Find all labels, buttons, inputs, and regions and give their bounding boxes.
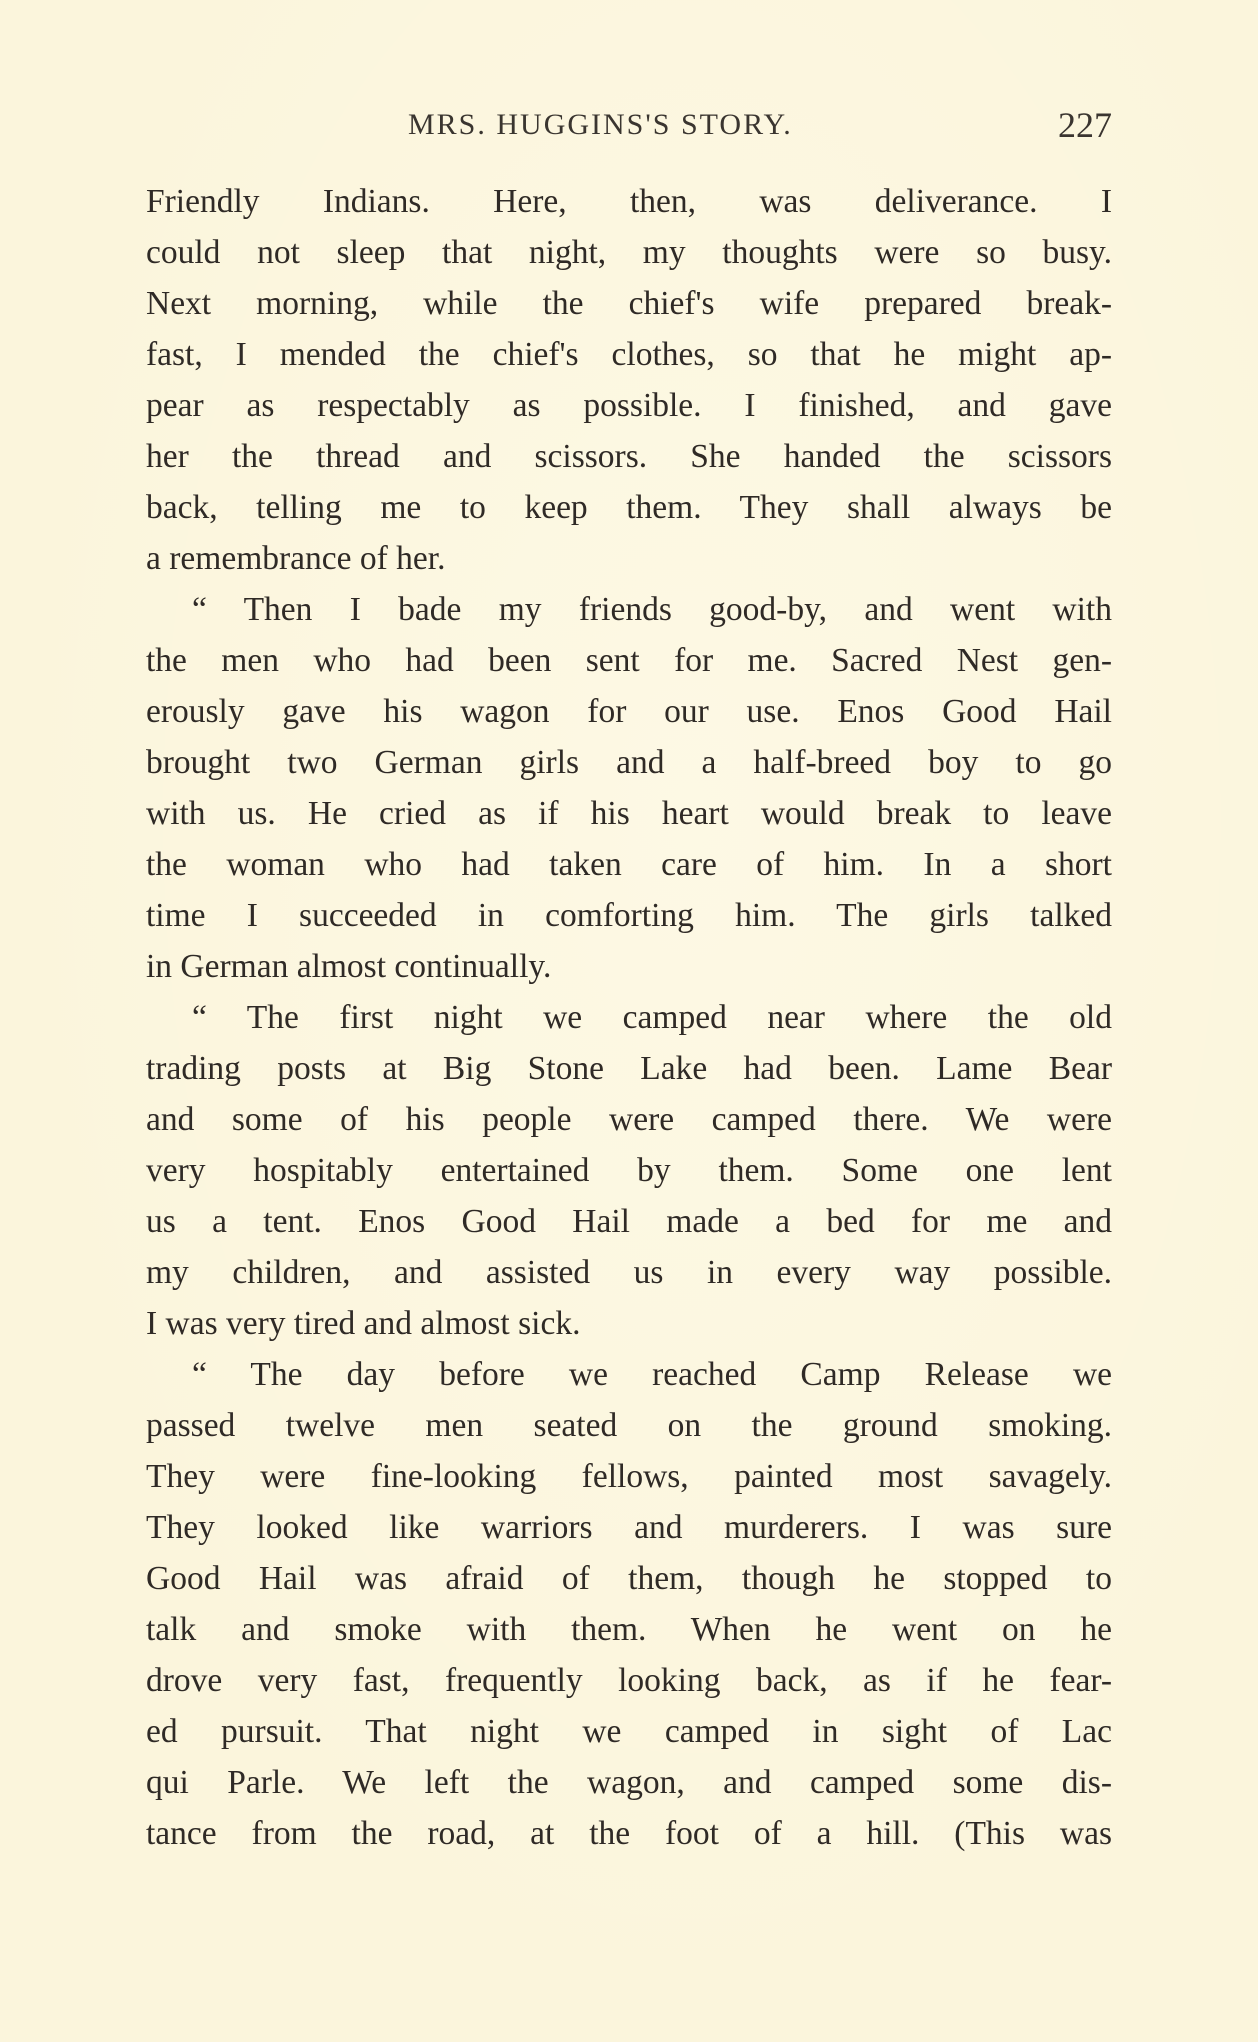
text-line: ed pursuit. That night we camped in sight of Lac xyxy=(146,1713,1112,1750)
text-line: qui Parle. We left the wagon, and camped some dis- xyxy=(146,1764,1112,1801)
text-line: brought two German girls and a half-breed boy to go xyxy=(146,744,1112,781)
text-line: and some of his people were camped there. We were xyxy=(146,1101,1112,1138)
text-line: time I succeeded in comforting him. The girls talked xyxy=(146,897,1112,934)
text-line: the woman who had taken care of him. In a short xyxy=(146,846,1112,883)
running-header xyxy=(146,104,1112,148)
text-line: “ The first night we camped near where the old xyxy=(192,999,1112,1036)
running-title: MRS. HUGGINS'S STORY. xyxy=(408,108,793,141)
text-line: could not sleep that night, my thoughts were so busy. xyxy=(146,234,1112,271)
text-line: her the thread and scissors. She handed the scissors xyxy=(146,438,1112,475)
text-line: I was very tired and almost sick. xyxy=(146,1305,581,1342)
text-line: Next morning, while the chief's wife prepared break- xyxy=(146,285,1112,322)
text-line: passed twelve men seated on the ground smoking. xyxy=(146,1407,1112,1444)
text-line: tance from the road, at the foot of a hill. (This was xyxy=(146,1815,1112,1852)
page-number: 227 xyxy=(1058,105,1112,145)
text-line: They were fine-looking fellows, painted most savagely. xyxy=(146,1458,1112,1495)
text-line: a remembrance of her. xyxy=(146,540,446,577)
text-line: very hospitably entertained by them. Some one lent xyxy=(146,1152,1112,1189)
text-line: erously gave his wagon for our use. Enos Good Hail xyxy=(146,693,1112,730)
text-line: talk and smoke with them. When he went on he xyxy=(146,1611,1112,1648)
text-line: us a tent. Enos Good Hail made a bed for me and xyxy=(146,1203,1112,1240)
text-line: They looked like warriors and murderers. I was sure xyxy=(146,1509,1112,1546)
text-line: Friendly Indians. Here, then, was deliverance. I xyxy=(146,183,1112,220)
text-line: “ The day before we reached Camp Release we xyxy=(192,1356,1112,1393)
text-line: fast, I mended the chief's clothes, so that he might ap- xyxy=(146,336,1112,373)
text-line: pear as respectably as possible. I finished, and gave xyxy=(146,387,1112,424)
text-line: the men who had been sent for me. Sacred Nest gen- xyxy=(146,642,1112,679)
text-line: back, telling me to keep them. They shall always be xyxy=(146,489,1112,526)
text-line: in German almost continually. xyxy=(146,948,552,985)
text-line: drove very fast, frequently looking back, as if he fear- xyxy=(146,1662,1112,1699)
text-line: trading posts at Big Stone Lake had been. Lame Bear xyxy=(146,1050,1112,1087)
text-line: Good Hail was afraid of them, though he stopped to xyxy=(146,1560,1112,1597)
text-line: with us. He cried as if his heart would break to leave xyxy=(146,795,1112,832)
body-text xyxy=(146,176,1112,1859)
text-line: my children, and assisted us in every way possible. xyxy=(146,1254,1112,1291)
text-line: “ Then I bade my friends good-by, and went with xyxy=(192,591,1112,628)
